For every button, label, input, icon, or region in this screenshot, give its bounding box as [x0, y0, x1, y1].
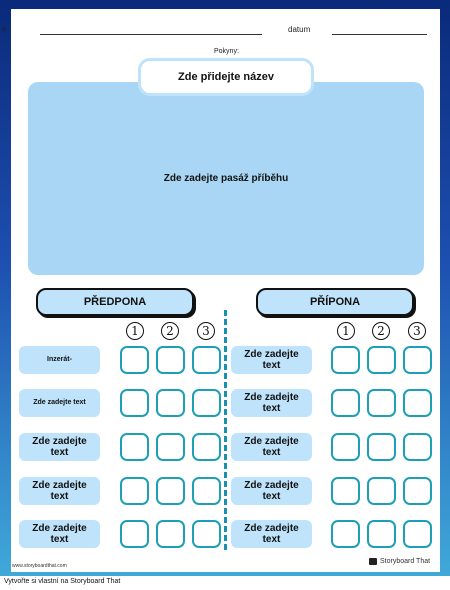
prefix-row-label[interactable]: Zde zadejte text: [19, 389, 100, 417]
answer-box[interactable]: [403, 433, 432, 461]
suffix-number-1: 1: [337, 322, 355, 340]
prefix-row-label[interactable]: Inzerát-: [19, 346, 100, 374]
credit-link[interactable]: Vytvořte si vlastní na Storyboard That: [4, 578, 121, 585]
suffix-number-2: 2: [372, 322, 390, 340]
instructions-label: Pokyny:: [214, 48, 239, 55]
answer-box[interactable]: [120, 346, 149, 374]
answer-box[interactable]: [331, 346, 360, 374]
answer-box[interactable]: [156, 346, 185, 374]
answer-box[interactable]: [192, 346, 221, 374]
title-placeholder: Zde přidejte název: [178, 71, 274, 83]
storyboard-icon: [369, 558, 377, 565]
answer-box[interactable]: [156, 433, 185, 461]
prefix-number-2: 2: [161, 322, 179, 340]
suffix-row-label[interactable]: Zde zadejte text: [231, 389, 312, 417]
answer-box[interactable]: [120, 433, 149, 461]
answer-box[interactable]: [403, 520, 432, 548]
footer-url[interactable]: www.storyboardthat.com: [12, 563, 67, 569]
section-divider: [224, 310, 227, 550]
answer-box[interactable]: [331, 520, 360, 548]
answer-box[interactable]: [156, 389, 185, 417]
answer-box[interactable]: [367, 477, 396, 505]
date-label: datum: [288, 25, 311, 34]
answer-box[interactable]: [156, 520, 185, 548]
prefix-row-label[interactable]: Zde zadejte text: [19, 433, 100, 461]
answer-box[interactable]: [192, 520, 221, 548]
answer-box[interactable]: [331, 477, 360, 505]
answer-box[interactable]: [403, 389, 432, 417]
answer-box[interactable]: [156, 477, 185, 505]
story-placeholder: Zde zadejte pasáž příběhu: [163, 173, 289, 184]
answer-box[interactable]: [367, 433, 396, 461]
brand-logo: [369, 558, 430, 565]
answer-box[interactable]: [367, 346, 396, 374]
answer-box[interactable]: [120, 389, 149, 417]
story-passage-box[interactable]: [28, 82, 424, 275]
suffix-row-label[interactable]: Zde zadejte text: [231, 433, 312, 461]
answer-box[interactable]: [192, 389, 221, 417]
answer-box[interactable]: [331, 389, 360, 417]
answer-box[interactable]: [367, 520, 396, 548]
suffix-row-label[interactable]: Zde zadejte text: [231, 477, 312, 505]
answer-box[interactable]: [120, 520, 149, 548]
suffix-row-label[interactable]: Zde zadejte text: [231, 520, 312, 548]
brand-name: Storyboard That: [380, 558, 431, 565]
answer-box[interactable]: [192, 433, 221, 461]
answer-box[interactable]: [403, 477, 432, 505]
answer-box[interactable]: [403, 346, 432, 374]
prefix-number-3: 3: [197, 322, 215, 340]
prefix-row-label[interactable]: Zde zadejte text: [19, 477, 100, 505]
answer-box[interactable]: [331, 433, 360, 461]
answer-box[interactable]: [120, 477, 149, 505]
name-field-mark: á: [2, 26, 6, 33]
suffix-row-label[interactable]: Zde zadejte text: [231, 346, 312, 374]
prefix-heading: PŘEDPONA: [36, 288, 194, 316]
suffix-number-3: 3: [408, 322, 426, 340]
suffix-heading: PŘÍPONA: [256, 288, 414, 316]
title-box[interactable]: [138, 58, 314, 96]
prefix-number-1: 1: [126, 322, 144, 340]
name-field-line[interactable]: [40, 34, 262, 35]
answer-box[interactable]: [192, 477, 221, 505]
prefix-row-label[interactable]: Zde zadejte text: [19, 520, 100, 548]
date-field-line[interactable]: [332, 34, 427, 35]
answer-box[interactable]: [367, 389, 396, 417]
